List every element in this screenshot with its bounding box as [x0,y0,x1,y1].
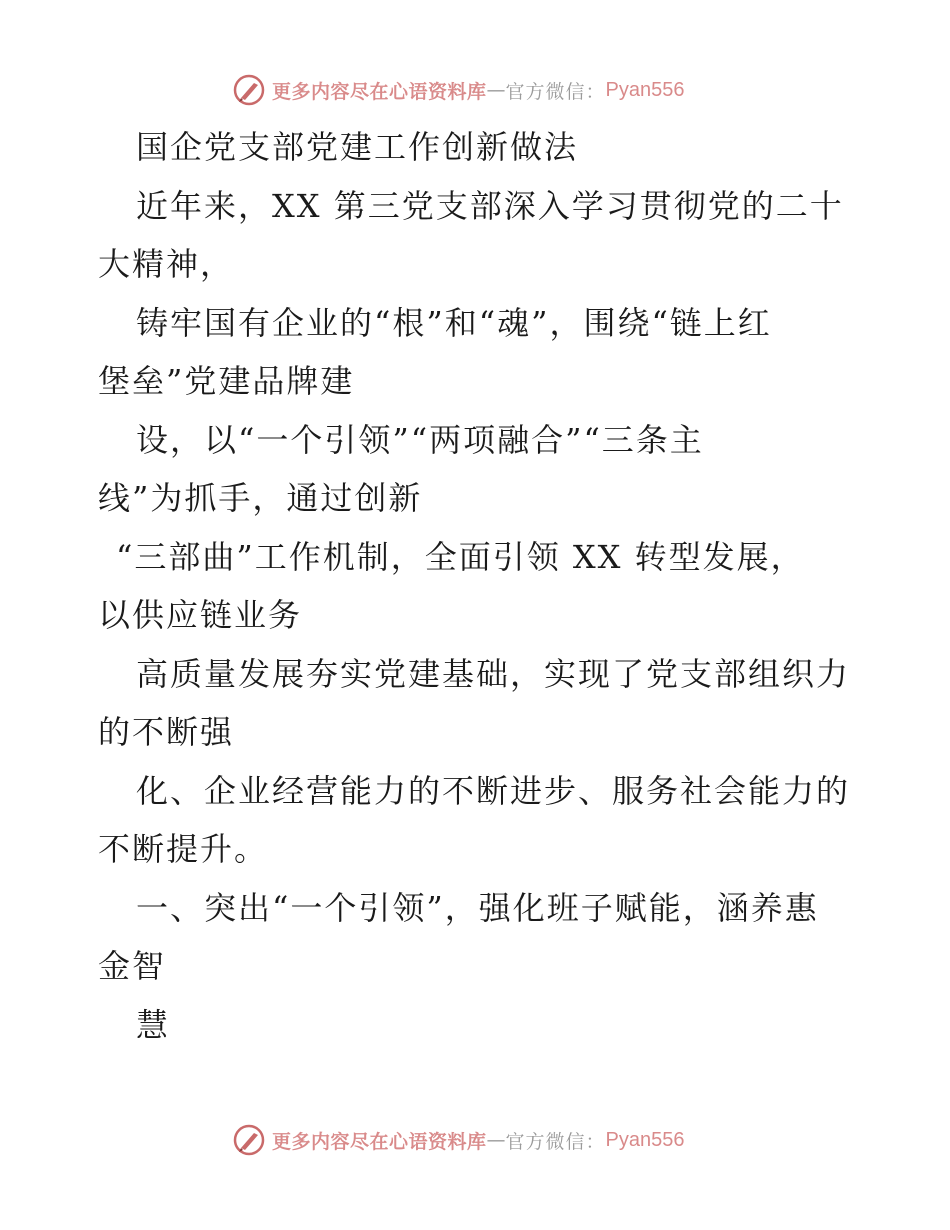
section-heading: 一、突出“一个引领”，强化班子赋能，涵养惠 [136,888,819,927]
paragraph-line: 的不断强 [98,713,235,751]
document-body [98,118,858,1054]
paragraph-line: 线”为抓手，通过创新 [98,479,423,517]
paragraph-line: 设，以“一个引领”“两项融合”“三条主 [136,420,704,459]
banner-official-label: 官方微信： [505,80,606,103]
paragraph-line: 以供应链业务 [98,596,303,634]
document-title: 国企党支部党建工作创新做法 [136,128,579,166]
paragraph-line: 高质量发展夯实党建基础，实现了党支部组织力 [136,654,851,693]
quill-pen-logo-icon [232,1123,266,1157]
banner-official-label: 官方微信： [505,1130,606,1153]
paragraph-line: 大精神， [98,245,235,283]
paragraph-line: 化、企业经营能力的不断进步、服务社会能力的 [136,771,851,810]
paragraph-line: 金智 [98,947,167,985]
quill-pen-logo-icon [232,73,266,107]
paragraph-line: 堡垒”党建品牌建 [98,362,355,400]
paragraph-line: 铸牢国有企业的“根”和“魂”，围绕“链上红 [136,303,772,342]
paragraph-line: 慧 [136,1005,171,1044]
banner-separator: — [486,1129,506,1151]
banner-promo-text: 更多内容尽在心语资料库 [272,1130,487,1153]
header-banner [232,70,685,110]
paragraph-line: 近年来，XX 第三党支部深入学习贯彻党的二十 [136,186,844,225]
paragraph-line: “三部曲”工作机制，全面引领 XX 转型发展， [116,537,805,576]
footer-banner [232,1120,685,1160]
paragraph-line: 不断提升。 [98,830,269,868]
banner-wechat-id: Pyan556 [605,78,685,101]
banner-promo-text: 更多内容尽在心语资料库 [272,80,487,103]
banner-separator: — [486,79,506,101]
banner-wechat-id: Pyan556 [605,1128,685,1151]
